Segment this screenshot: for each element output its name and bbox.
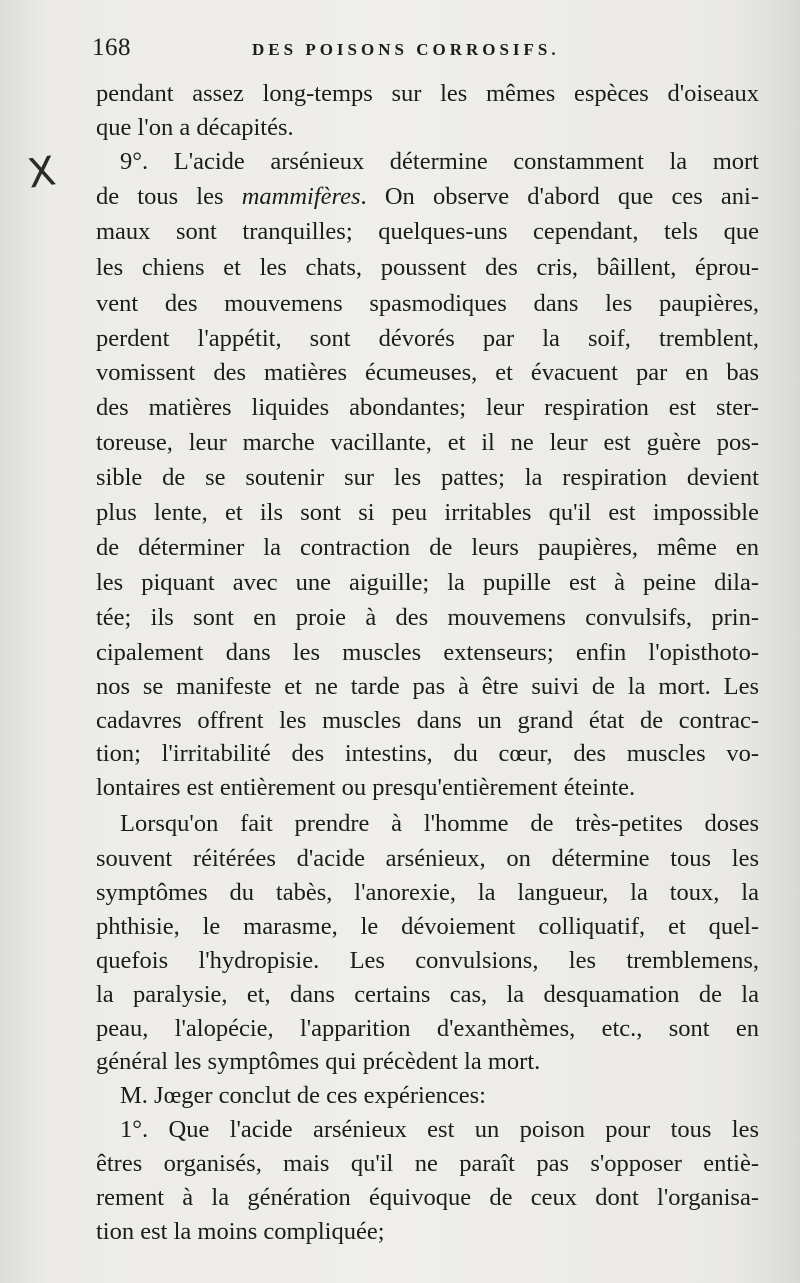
text-line: vent des mouvemens spasmodiques dans les paupières, bbox=[96, 290, 759, 317]
text-line: sible de se soutenir sur les pattes; la respiration devient bbox=[96, 464, 759, 491]
text-line: tion; l'irritabilité des intestins, du cœur, des muscles vo- bbox=[96, 740, 759, 767]
text-line: lontaires est entièrement ou presqu'entièrement éteinte. bbox=[96, 774, 636, 801]
text-line: 1°. Que l'acide arsénieux est un poison pour tous les bbox=[120, 1116, 759, 1143]
text-line: êtres organisés, mais qu'il ne paraît pas s'opposer entiè- bbox=[96, 1150, 759, 1177]
text-line: les chiens et les chats, poussent des cris, bâillent, éprou- bbox=[96, 254, 759, 281]
text-line: Lorsqu'on fait prendre à l'homme de très-petites doses bbox=[120, 810, 759, 837]
text-line: M. Jœger conclut de ces expériences: bbox=[120, 1082, 486, 1109]
text-line: tion est la moins compliquée; bbox=[96, 1218, 385, 1245]
text-line: les piquant avec une aiguille; la pupille est à peine dila- bbox=[96, 569, 759, 596]
text-line: symptômes du tabès, l'anorexie, la langueur, la toux, la bbox=[96, 879, 759, 906]
text-line: phthisie, le marasme, le dévoiement colliquatif, et quel- bbox=[96, 913, 759, 940]
text-line: quefois l'hydropisie. Les convulsions, les tremblemens, bbox=[96, 947, 759, 974]
page-number: 168 bbox=[92, 34, 131, 61]
text-line: la paralysie, et, dans certains cas, la desquamation de la bbox=[96, 981, 759, 1008]
text-line: toreuse, leur marche vacillante, et il ne leur est guère pos- bbox=[96, 429, 759, 456]
text-line: des matières liquides abondantes; leur respiration est ster- bbox=[96, 394, 759, 421]
text-line: peau, l'alopécie, l'apparition d'exanthèmes, etc., sont en bbox=[96, 1015, 759, 1042]
text-line: vomissent des matières écumeuses, et évacuent par en bas bbox=[96, 359, 759, 386]
text-line: souvent réitérées d'acide arsénieux, on détermine tous les bbox=[96, 845, 759, 872]
text-line: rement à la génération équivoque de ceux dont l'organisa- bbox=[96, 1184, 759, 1211]
text-line: général les symptômes qui précèdent la mort. bbox=[96, 1048, 541, 1075]
text-line: cadavres offrent les muscles dans un grand état de contrac- bbox=[96, 707, 759, 734]
text-line: pendant assez long-temps sur les mêmes espèces d'oiseaux bbox=[96, 80, 759, 107]
text-line: 9°. L'acide arsénieux détermine constamment la mort bbox=[120, 148, 759, 175]
italic-term: mammifères bbox=[241, 183, 361, 210]
text-line: de déterminer la contraction de leurs paupières, même en bbox=[96, 534, 759, 561]
text-line: perdent l'appétit, sont dévorés par la soif, tremblent, bbox=[96, 325, 759, 352]
text-line: cipalement dans les muscles extenseurs; enfin l'opisthoto- bbox=[96, 639, 759, 666]
text-line: nos se manifeste et ne tarde pas à être suivi de la mort. Les bbox=[96, 673, 759, 700]
running-head: DES POISONS CORROSIFS. bbox=[252, 40, 560, 59]
text-line: tée; ils sont en proie à des mouvemens convulsifs, prin- bbox=[96, 604, 759, 631]
margin-annotation: X bbox=[24, 148, 59, 198]
text-line: plus lente, et ils sont si peu irritables qu'il est impossible bbox=[96, 499, 759, 526]
text-line: que l'on a décapités. bbox=[96, 114, 294, 141]
text-line: de tous les mammifères. On observe d'abord que ces ani- bbox=[96, 183, 759, 210]
text-line: maux sont tranquilles; quelques-uns cependant, tels que bbox=[96, 218, 759, 245]
